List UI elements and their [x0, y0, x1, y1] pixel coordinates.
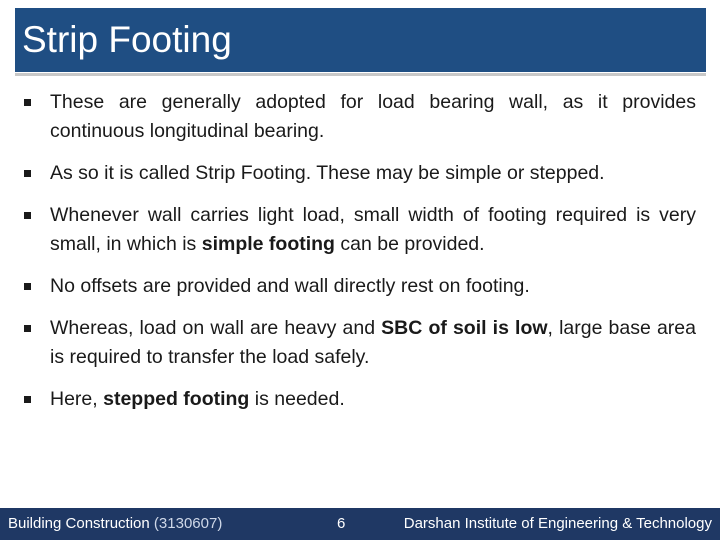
bullet-item: [20, 201, 696, 259]
footer-bar: [0, 508, 720, 540]
footer-institute: Darshan Institute of Engineering & Technology: [403, 515, 712, 532]
bullet-item: [20, 385, 696, 414]
bullet-emphasis: stepped footing: [103, 388, 250, 410]
footer-course: [8, 515, 222, 533]
bullet-text: These are generally adopted for load bearing wall, as it provides continuous longitudinal bearing.: [50, 91, 696, 142]
bullet-text: Here,: [50, 388, 104, 410]
bullet-emphasis: simple footing: [201, 233, 335, 255]
square-bullet-icon: [24, 283, 31, 290]
title-divider: [15, 73, 706, 76]
bullet-text: can be provided.: [334, 233, 485, 255]
square-bullet-icon: [24, 325, 31, 332]
slide-title: Strip Footing: [22, 19, 232, 60]
title-bar: [15, 8, 706, 72]
course-name: Building Construction: [8, 515, 150, 532]
bullet-text: Whereas, load on wall are heavy and: [50, 317, 382, 339]
bullet-text: is needed.: [249, 388, 345, 410]
bullet-list: [20, 88, 696, 427]
course-code: (3130607): [153, 515, 223, 532]
bullet-item: [20, 159, 696, 188]
bullet-text: No offsets are provided and wall directly rest on footing.: [50, 275, 530, 297]
bullet-text: Whenever wall carries light load, small width of footing required is very small, in which is: [50, 204, 696, 255]
square-bullet-icon: [24, 212, 31, 219]
square-bullet-icon: [24, 396, 31, 403]
bullet-emphasis: SBC of soil is low: [381, 317, 548, 339]
bullet-item: [20, 314, 696, 372]
bullet-item: [20, 88, 696, 146]
bullet-text: As so it is called Strip Footing. These may be simple or stepped.: [50, 162, 605, 184]
bullet-item: [20, 272, 696, 301]
square-bullet-icon: [24, 99, 31, 106]
bullet-text: , large base area is required to transfer the load safely.: [50, 317, 696, 368]
page-number: 6: [337, 515, 346, 532]
square-bullet-icon: [24, 170, 31, 177]
